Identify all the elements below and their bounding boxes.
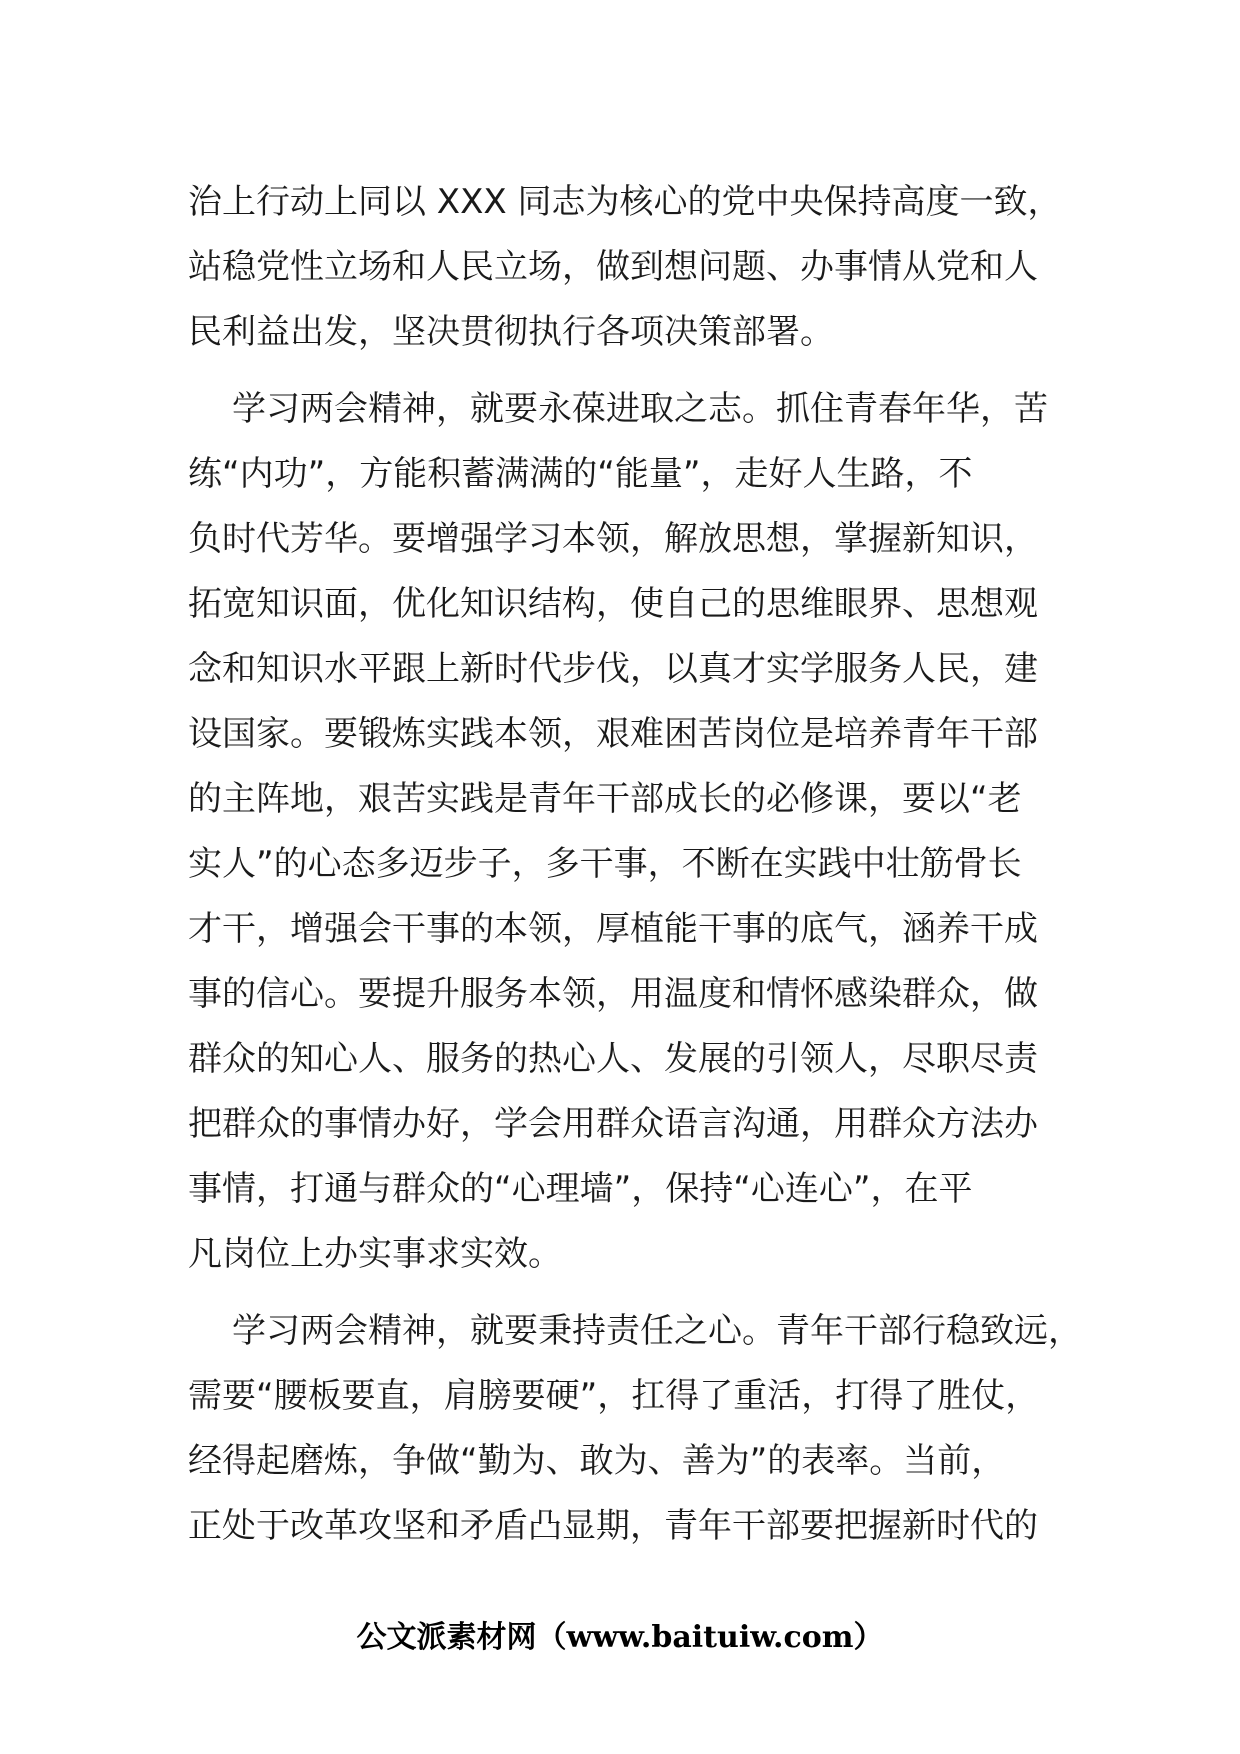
paragraph-responsibility <box>188 1299 1082 1559</box>
text-line: 治上行动上同以 XXX 同志为核心的党中央保持高度一致， <box>188 182 1062 222</box>
text-line: 学习两会精神，就要秉持责任之心。青年干部行稳致远， <box>232 1311 1082 1351</box>
text-line: 拓宽知识面，优化知识结构，使自己的思维眼界、思想观 <box>188 584 1038 624</box>
text-line: 事的信心。要提升服务本领，用温度和情怀感染群众，做 <box>188 974 1038 1014</box>
paragraph-progress-spirit <box>188 377 1058 1287</box>
text-line: 才干，增强会干事的本领，厚植能干事的底气，涵养干成 <box>188 909 1038 949</box>
text-line: 把群众的事情办好，学会用群众语言沟通，用群众方法办 <box>188 1104 1038 1144</box>
text-line: 经得起磨炼，争做“勤为、敢为、善为”的表率。当前， <box>188 1441 1006 1481</box>
text-line: 站稳党性立场和人民立场，做到想问题、办事情从党和人 <box>188 247 1038 287</box>
text-line: 需要“腰板要直，肩膀要硬”，扛得了重活，打得了胜仗， <box>188 1376 1040 1416</box>
text-line: 设国家。要锻炼实践本领，艰难困苦岗位是培养青年干部 <box>188 714 1038 754</box>
text-line: 民利益出发，坚决贯彻执行各项决策部署。 <box>188 312 834 352</box>
body-text <box>188 170 1082 1559</box>
text-line: 正处于改革攻坚和矛盾凸显期，青年干部要把握新时代的 <box>188 1506 1038 1546</box>
paragraph-continuation <box>188 170 1062 365</box>
text-line: 练“内功”，方能积蓄满满的“能量”，走好人生路，不 <box>188 454 973 494</box>
footer-source: 公文派素材网（www.baituiw.com） <box>356 1620 884 1655</box>
text-line: 学习两会精神，就要永葆进取之志。抓住青春年华，苦 <box>232 389 1048 429</box>
text-line: 的主阵地，艰苦实践是青年干部成长的必修课，要以“老 <box>188 779 1022 819</box>
text-line: 念和知识水平跟上新时代步伐，以真才实学服务人民，建 <box>188 649 1038 689</box>
text-line: 凡岗位上办实事求实效。 <box>188 1234 562 1274</box>
text-line: 群众的知心人、服务的热心人、发展的引领人，尽职尽责 <box>188 1039 1038 1079</box>
text-line: 实人”的心态多迈步子，多干事，不断在实践中壮筋骨长 <box>188 844 1022 884</box>
text-line: 事情，打通与群众的“心理墙”，保持“心连心”，在平 <box>188 1169 973 1209</box>
text-line: 负时代芳华。要增强学习本领，解放思想，掌握新知识， <box>188 519 1038 559</box>
